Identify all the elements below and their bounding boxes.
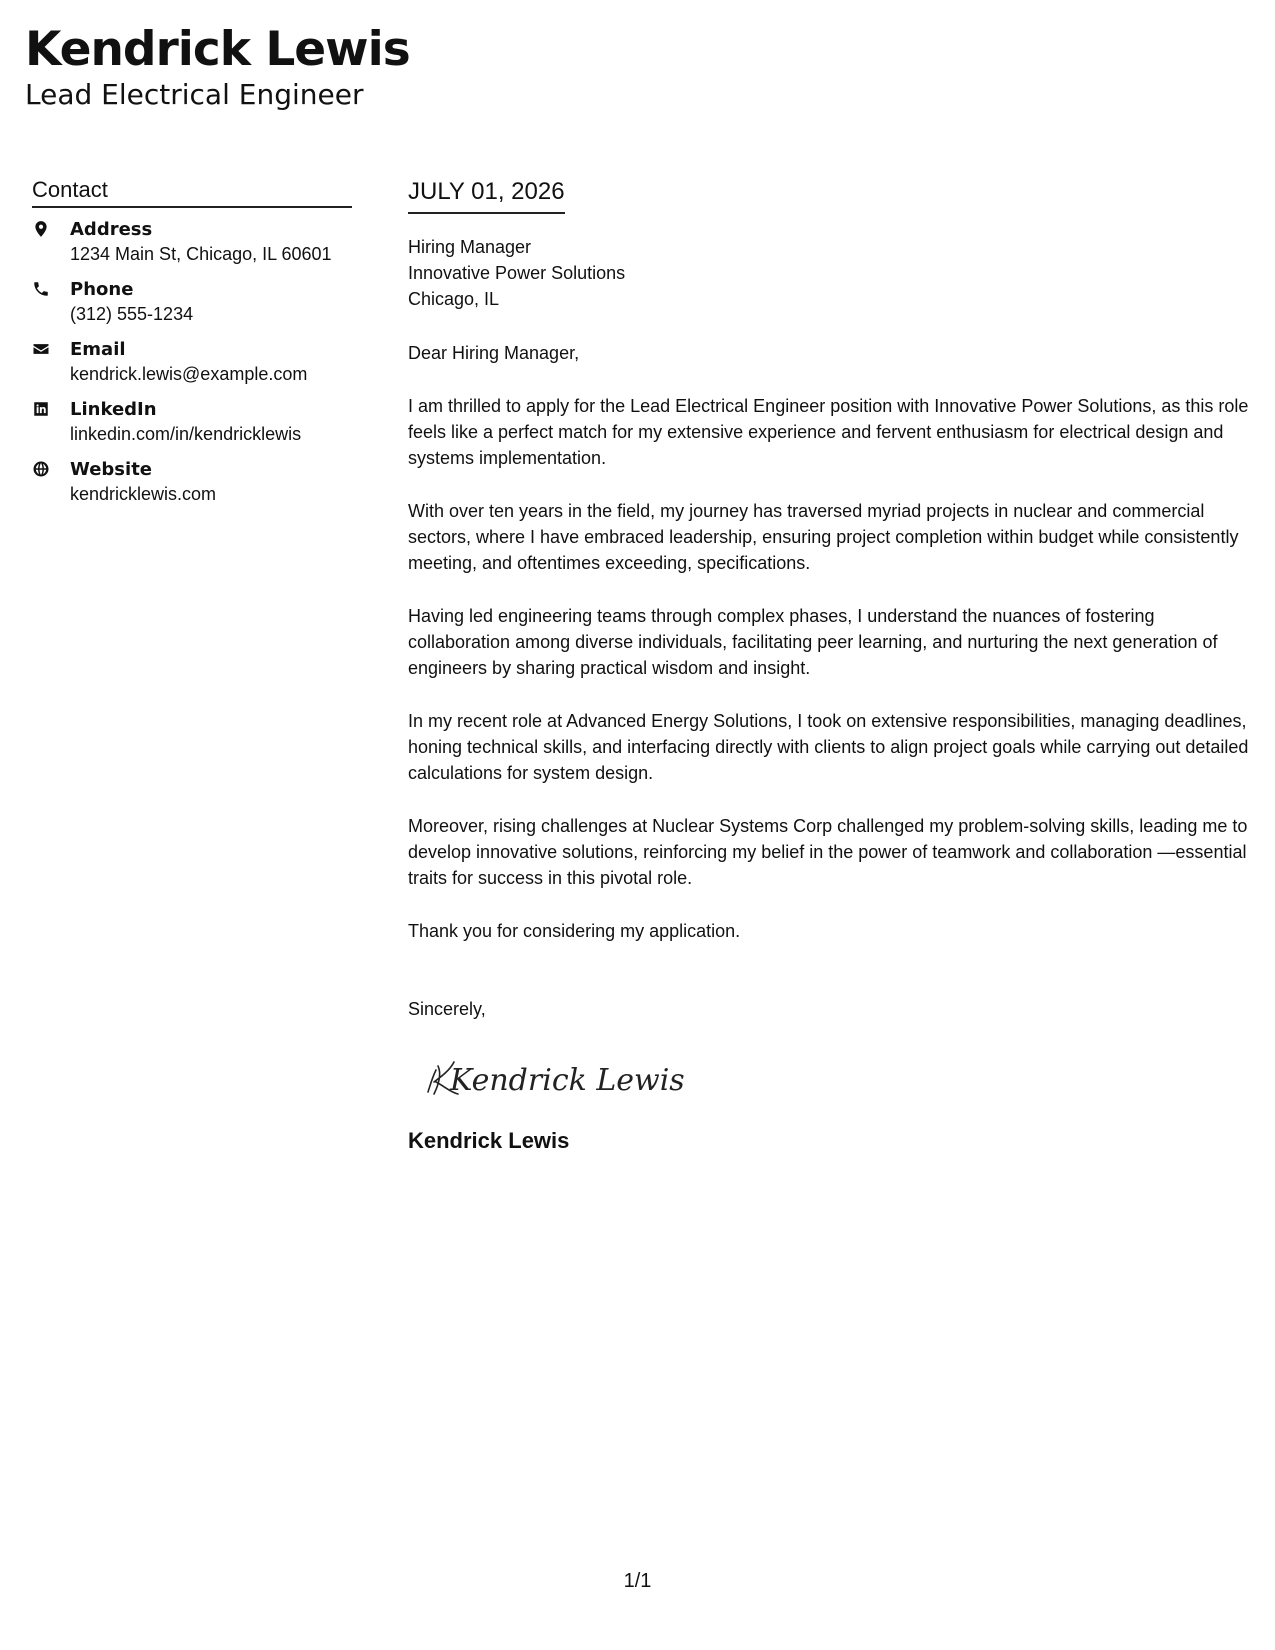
- contact-value-email[interactable]: kendrick.lewis@example.com: [70, 364, 308, 384]
- contact-value-address: 1234 Main St, Chicago, IL 60601: [70, 244, 332, 264]
- contact-heading: Contact: [32, 176, 352, 208]
- contact-value-website[interactable]: kendricklewis.com: [70, 484, 217, 504]
- contact-label-address: Address: [70, 219, 153, 240]
- contact-sidebar: [32, 176, 352, 518]
- contact-label-linkedin: LinkedIn: [70, 399, 157, 420]
- letter-date: JULY 01, 2026: [408, 176, 565, 214]
- contact-label-phone: Phone: [70, 279, 134, 300]
- recipient-company: Innovative Power Solutions: [408, 263, 626, 283]
- envelope-icon: [32, 338, 70, 360]
- contact-item-address: [32, 218, 352, 267]
- applicant-title: Lead Electrical Engineer: [25, 78, 364, 111]
- phone-icon: [32, 278, 70, 300]
- recipient-location: Chicago, IL: [408, 289, 500, 309]
- recipient-name: Hiring Manager: [408, 237, 532, 257]
- letter-paragraph-thanks: Thank you for considering my application.: [408, 921, 741, 941]
- salutation: Dear Hiring Manager,: [408, 343, 580, 363]
- closing: Sincerely,: [408, 999, 486, 1019]
- letter-paragraph-recent-role: In my recent role at Advanced Energy Solutions, I took on extensive responsibilities, managing deadlines, honing technical skills, and interfacing directly with clients to align project goals while carrying out detailed calculations for system design.: [408, 711, 1249, 783]
- cover-letter-body: [408, 176, 1258, 1155]
- signature-text: Kendrick Lewis: [450, 1063, 685, 1098]
- contact-label-website: Website: [70, 459, 153, 480]
- location-pin-icon: [32, 218, 70, 240]
- contact-value-linkedin[interactable]: linkedin.com/in/kendricklewis: [70, 424, 302, 444]
- handwritten-signature: [420, 1046, 685, 1106]
- globe-icon: [32, 458, 70, 480]
- signer-name: Kendrick Lewis: [408, 1128, 570, 1153]
- contact-item-website: [32, 458, 352, 507]
- contact-item-email: [32, 338, 352, 387]
- letter-paragraph-intro: I am thrilled to apply for the Lead Electrical Engineer position with Innovative Power Solutions, as this role feels like a perfect match for my extensive experience and fervent enthusiasm for electrical design and systems implementation.: [408, 396, 1249, 468]
- resume-header: [25, 22, 410, 112]
- contact-item-linkedin: [32, 398, 352, 447]
- letter-paragraph-experience: With over ten years in the field, my journey has traversed myriad projects in nuclear and commercial sectors, where I have embraced leadership, ensuring project completion within budget while consistently meeting, and oftentimes exceeding, specifications.: [408, 501, 1239, 573]
- letter-paragraph-challenges: Moreover, rising challenges at Nuclear Systems Corp challenged my problem-solving skills, leading me to develop innovative solutions, reinforcing my belief in the power of teamwork and collaboration —essential traits for success in this pivotal role.: [408, 816, 1248, 888]
- recipient-block: [408, 234, 1258, 312]
- page-number: 1/1: [623, 1570, 652, 1592]
- letter-paragraph-leadership: Having led engineering teams through complex phases, I understand the nuances of fostering collaboration among diverse individuals, facilitating peer learning, and nurturing the next generation of engineers by sharing practical wisdom and insight.: [408, 606, 1218, 678]
- contact-item-phone: [32, 278, 352, 327]
- applicant-name: Kendrick Lewis: [25, 22, 410, 77]
- contact-value-phone: (312) 555-1234: [70, 304, 194, 324]
- contact-label-email: Email: [70, 339, 126, 360]
- linkedin-icon: [32, 398, 70, 420]
